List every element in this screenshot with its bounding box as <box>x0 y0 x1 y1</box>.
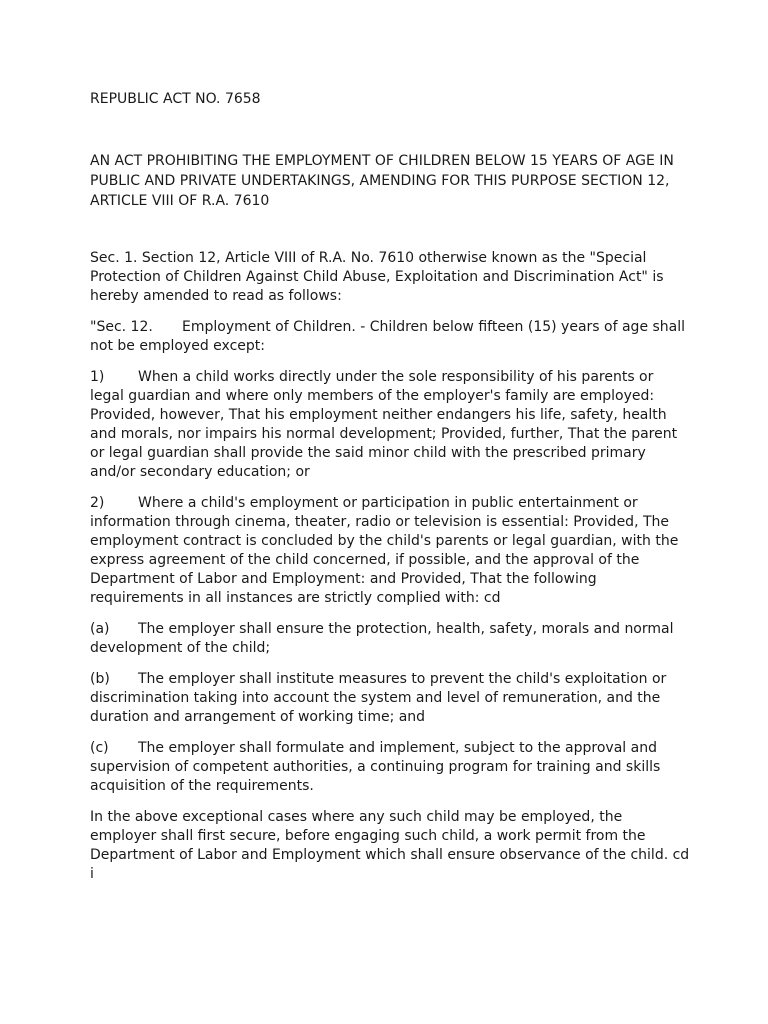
item-2-label: 2) <box>90 495 105 511</box>
act-heading: AN ACT PROHIBITING THE EMPLOYMENT OF CHILDREN BELOW 15 YEARS OF AGE IN PUBLIC AND PRIVATE UNDERTAKINGS, AMENDING FOR THIS PURPOSE SECTION 12, ARTICLE VIII OF R.A. 7610 <box>90 153 674 209</box>
section-12-paragraph <box>90 318 690 356</box>
section-12-text: Employment of Children. - Children below fifteen (15) years of age shall not be employed except: <box>90 319 686 354</box>
item-a-label: (a) <box>90 621 110 637</box>
section-1-paragraph: Sec. 1. Section 12, Article VIII of R.A. No. 7610 otherwise known as the "Special Protection of Children Against Child Abuse, Exploitation and Discrimination Act" is hereby amended to read as follows: <box>90 250 664 304</box>
item-2-paragraph <box>90 494 690 608</box>
item-b-label: (b) <box>90 671 110 687</box>
item-b-text: The employer shall institute measures to prevent the child's exploitation or discrimination taking into account the system and level of remuneration, and the duration and arrangement of working time; and <box>90 671 667 725</box>
item-2-text: Where a child's employment or participation in public entertainment or information through cinema, theater, radio or television is essential: Provided, The employment contract is concluded by the child's parents or legal guardian, with the express agreement of the child concerned, if possible, and the approval of the Department of Labor and Employment: and Provided, That the following requirements in all instances are strictly complied with: cd <box>90 495 679 606</box>
item-c-text: The employer shall formulate and implement, subject to the approval and supervision of competent authorities, a continuing program for training and skills acquisition of the requirements. <box>90 740 661 794</box>
item-a-text: The employer shall ensure the protection, health, safety, morals and normal development of the child; <box>90 621 674 656</box>
item-1-paragraph <box>90 368 690 482</box>
closing-paragraph: In the above exceptional cases where any such child may be employed, the employer shall first secure, before engaging such child, a work permit from the Department of Labor and Employment which shall ensure observance of the child. cd i <box>90 809 690 882</box>
item-c-label: (c) <box>90 740 109 756</box>
item-1-text: When a child works directly under the sole responsibility of his parents or legal guardian and where only members of the employer's family are employed: Provided, however, That his employment neither endangers his life, safety, health and morals, nor impairs his normal development; Provided, further, That the parent or legal guardian shall provide the said minor child with the prescribed primary and/or secondary education; or <box>90 369 678 480</box>
document-title: REPUBLIC ACT NO. 7658 <box>90 91 261 107</box>
document-page <box>90 90 690 884</box>
item-c-paragraph <box>90 739 690 796</box>
item-b-paragraph <box>90 670 690 727</box>
item-1-label: 1) <box>90 369 105 385</box>
item-a-paragraph <box>90 620 690 658</box>
section-12-label: "Sec. 12. <box>90 319 153 335</box>
